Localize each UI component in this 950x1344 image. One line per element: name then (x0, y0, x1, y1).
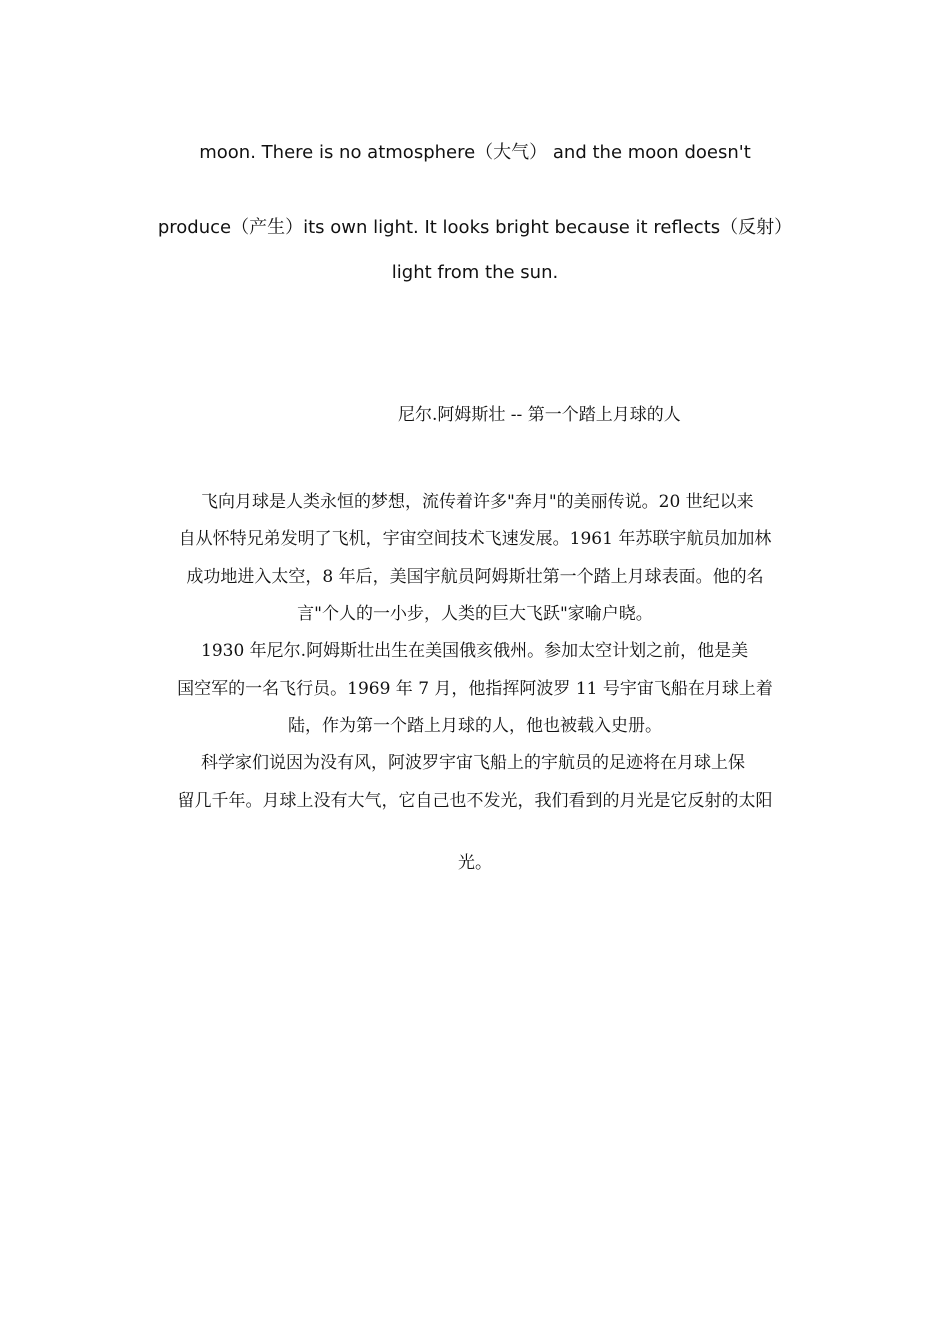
paragraph-2-line-1: 1930 年尼尔.阿姆斯壮出生在美国俄亥俄州。参加太空计划之前，他是美 (201, 641, 749, 661)
paragraph-3-line-2: 留几千年。月球上没有大气，它自己也不发光，我们看到的月光是它反射的太阳 (177, 791, 773, 811)
paragraph-1-line-4: 言"个人的一小步，人类的巨大飞跃"家喻户晓。 (297, 604, 653, 624)
paragraph-2-line-3: 陆，作为第一个踏上月球的人，他也被载入史册。 (288, 716, 662, 736)
article-title: 尼尔.阿姆斯壮 -- 第一个踏上月球的人 (398, 405, 681, 425)
paragraph-2-line-2: 国空军的一名飞行员。1969 年 7 月，他指挥阿波罗 11 号宇宙飞船在月球上着 (177, 679, 773, 699)
english-line-2: produce（产生）its own light. It looks bright because it reflects（反射） (157, 217, 793, 238)
paragraph-1-line-2: 自从怀特兄弟发明了飞机，宇宙空间技术飞速发展。1961 年苏联宇航员加加林 (178, 529, 772, 549)
english-line-3: light from the sun. (391, 262, 559, 283)
paragraph-1-line-1: 飞向月球是人类永恒的梦想，流传着许多"奔月"的美丽传说。20 世纪以来 (201, 492, 754, 512)
paragraph-3-line-3: 光。 (458, 853, 492, 873)
paragraph-3-line-1: 科学家们说因为没有风，阿波罗宇宙飞船上的宇航员的足迹将在月球上保 (201, 753, 745, 773)
english-line-1: moon. There is no atmosphere（大气） and the moon doesn't (199, 142, 751, 163)
paragraph-1-line-3: 成功地进入太空，8 年后，美国宇航员阿姆斯壮第一个踏上月球表面。他的名 (186, 567, 764, 587)
